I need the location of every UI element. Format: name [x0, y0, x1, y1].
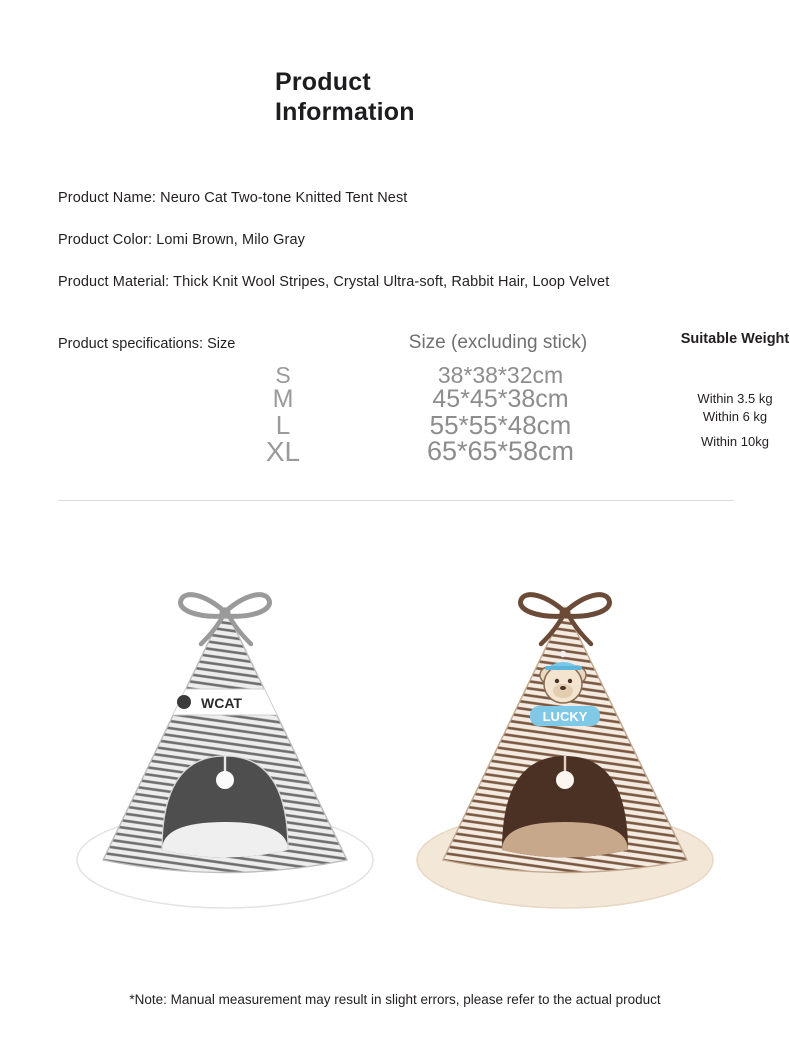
- weight-value-l: Within 6 kg: [702, 408, 768, 424]
- weight-value-xl: Within 10kg: [701, 434, 769, 450]
- lucky-badge: [530, 706, 600, 726]
- dimension-value-m: 45*45*38cm: [432, 385, 569, 413]
- product-image-milo-gray: [55, 560, 395, 950]
- size-table: [58, 330, 790, 490]
- footnote: *Note: Manual measurement may result in slight errors, please refer to the actual product: [129, 992, 661, 1007]
- spec-product-name: Product Name: Neuro Cat Two-tone Knitted Tent Nest: [58, 190, 408, 206]
- size-value-xl: XL: [265, 436, 301, 467]
- hanging-ball-icon: [556, 771, 574, 789]
- spec-product-color: Product Color: Lomi Brown, Milo Gray: [58, 232, 305, 248]
- product-illustrations: [0, 560, 790, 950]
- size-table-size-column: [208, 364, 358, 466]
- page-title-line-2: Information: [275, 97, 415, 126]
- page-title: [275, 68, 695, 127]
- page-title-line-1: Product: [275, 68, 371, 96]
- dimension-value-l: 55*55*48cm: [429, 410, 572, 440]
- size-table-header-dimensions: Size (excluding stick): [408, 332, 588, 353]
- size-table-label: Product specifications: Size: [58, 336, 236, 352]
- spec-product-material: Product Material: Thick Knit Wool Stripes, Crystal Ultra-soft, Rabbit Hair, Loop Velvet: [58, 274, 610, 290]
- weight-value-m: Within 3.5 kg: [697, 391, 773, 406]
- product-image-lomi-brown: [395, 560, 735, 950]
- brand-label-text: WCAT: [201, 695, 242, 711]
- brand-logo-icon: [177, 695, 191, 709]
- size-table-header-weight: Suitable Weight: [680, 331, 790, 347]
- size-table-weight-column: [678, 386, 790, 451]
- size-value-s: S: [275, 362, 291, 388]
- section-divider: [58, 500, 734, 501]
- lucky-badge-text: LUCKY: [542, 709, 588, 724]
- dimension-value-s: 38*38*32cm: [437, 362, 564, 388]
- dimension-value-xl: 65*65*58cm: [426, 436, 575, 466]
- size-value-m: M: [272, 385, 294, 413]
- specification-list: [58, 190, 734, 290]
- size-table-dimension-column: [358, 364, 643, 465]
- hanging-ball-icon: [216, 771, 234, 789]
- size-value-l: L: [275, 410, 291, 440]
